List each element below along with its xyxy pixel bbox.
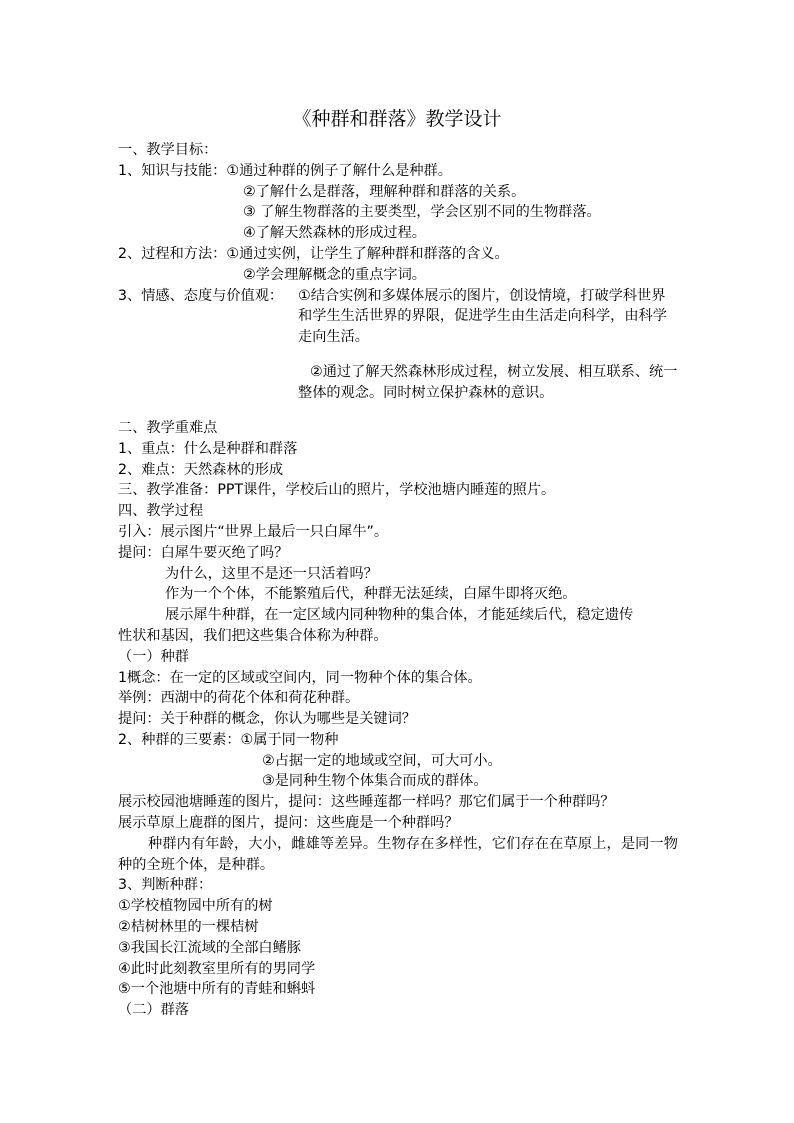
- knowledge-item-2: ②了解什么是群落，理解种群和群落的关系。: [243, 183, 526, 200]
- element-1: ①属于同一物种: [240, 731, 339, 748]
- key-points-heading: 二、教学重难点: [118, 419, 218, 436]
- knowledge-item-3: ③ 了解生物群落的主要类型，学会区别不同的生物群落。: [243, 204, 601, 221]
- knowledge-goal-line: [118, 161, 678, 182]
- knowledge-item-1: ①通过种群的例子了解什么是种群。: [226, 162, 452, 179]
- population-heading: （一）种群: [118, 648, 189, 665]
- judge-item-2: ②桔树林里的一棵桔树: [118, 919, 259, 936]
- emotion-item-2: ②通过了解天然森林形成过程，树立发展、相互联系、统一整体的观念。同时树立保护森林的意识。: [298, 364, 678, 401]
- preparation-line: 三、教学准备：PPT课件，学校后山的照片，学校池塘内睡莲的照片。: [118, 482, 556, 499]
- element-2: ②占据一定的地域或空间，可大可小。: [262, 752, 502, 769]
- judge-item-3: ③我国长江流域的全部白鳍豚: [118, 939, 301, 956]
- process-heading: 四、教学过程: [118, 503, 204, 520]
- question-1-line-3: 展示犀牛种群，在一定区域内同种物种的集合体，才能延续后代，稳定遗传: [165, 607, 634, 624]
- knowledge-item-4: ④了解天然森林的形成过程。: [243, 225, 426, 242]
- emotion-label: 3、情感、态度与价值观：: [118, 287, 284, 304]
- process-label: 2、过程和方法：: [118, 245, 227, 262]
- judge-item-5: ⑤一个池塘中所有的青蛙和蝌蚪: [118, 981, 316, 998]
- question-1-line-1: 为什么，这里不是还一只活着吗？: [165, 565, 378, 582]
- document-title: 《种群和群落》教学设计: [292, 108, 502, 130]
- show-waterlily: 展示校园池塘睡莲的图片，提问：这些睡莲都一样吗？那它们属于一个种群吗？: [118, 794, 615, 811]
- intro-line: 引入：展示图片“世界上最后一只白犀牛”。: [118, 523, 389, 540]
- difficulty-point: 2、难点：天然森林的形成: [118, 461, 284, 478]
- judge-item-1: ①学校植物园中所有的树: [118, 898, 273, 915]
- goals-heading: 一、教学目标：: [118, 142, 218, 158]
- document-body: [118, 140, 678, 1021]
- elements-label: 2、种群的三要素：: [118, 731, 241, 748]
- population-example: 举例：西湖中的荷花个体和荷花种群。: [118, 690, 360, 707]
- show-deer: 展示草原上鹿群的图片，提问：这些鹿是一个种群吗？: [118, 815, 459, 832]
- judge-label: 3、判断种群：: [118, 877, 213, 894]
- process-item-1: ①通过实例，让学生了解种群和群落的含义。: [226, 245, 509, 262]
- emotion-item-1: ①结合实例和多媒体展示的图片，创设情境，打破学科世界和学生生活世界的界限，促进学生由生活走向科学，由科学走向生活。: [298, 287, 667, 346]
- community-heading: （二）群落: [118, 1002, 189, 1019]
- process-item-2: ②学会理解概念的重点字词。: [243, 266, 426, 283]
- elements-line: [118, 730, 678, 751]
- process-goal-line: [118, 244, 678, 265]
- question-1-tail: 性状和基因，我们把这些集合体称为种群。: [118, 627, 388, 644]
- population-explain: 种群内有年龄，大小，雌雄等差异。生物存在多样性，它们存在在草原上，是同一物种的全班个体，是种群。: [118, 835, 678, 873]
- question-1: 提问：白犀牛要灭绝了吗？: [118, 544, 289, 561]
- knowledge-label: 1、知识与技能：: [118, 162, 227, 179]
- judge-item-4: ④此时此刻教室里所有的男同学: [118, 960, 316, 977]
- focus-point: 1、重点：什么是种群和群落: [118, 440, 298, 457]
- population-concept: 1概念：在一定的区域或空间内，同一物种个体的集合体。: [118, 669, 482, 686]
- element-3: ③是同种生物个体集合而成的群体。: [262, 773, 488, 790]
- population-question: 提问：关于种群的概念，你认为哪些是关键词？: [118, 711, 416, 728]
- question-1-line-2: 作为一个个体，不能繁殖后代，种群无法延续，白犀牛即将灭绝。: [165, 586, 577, 603]
